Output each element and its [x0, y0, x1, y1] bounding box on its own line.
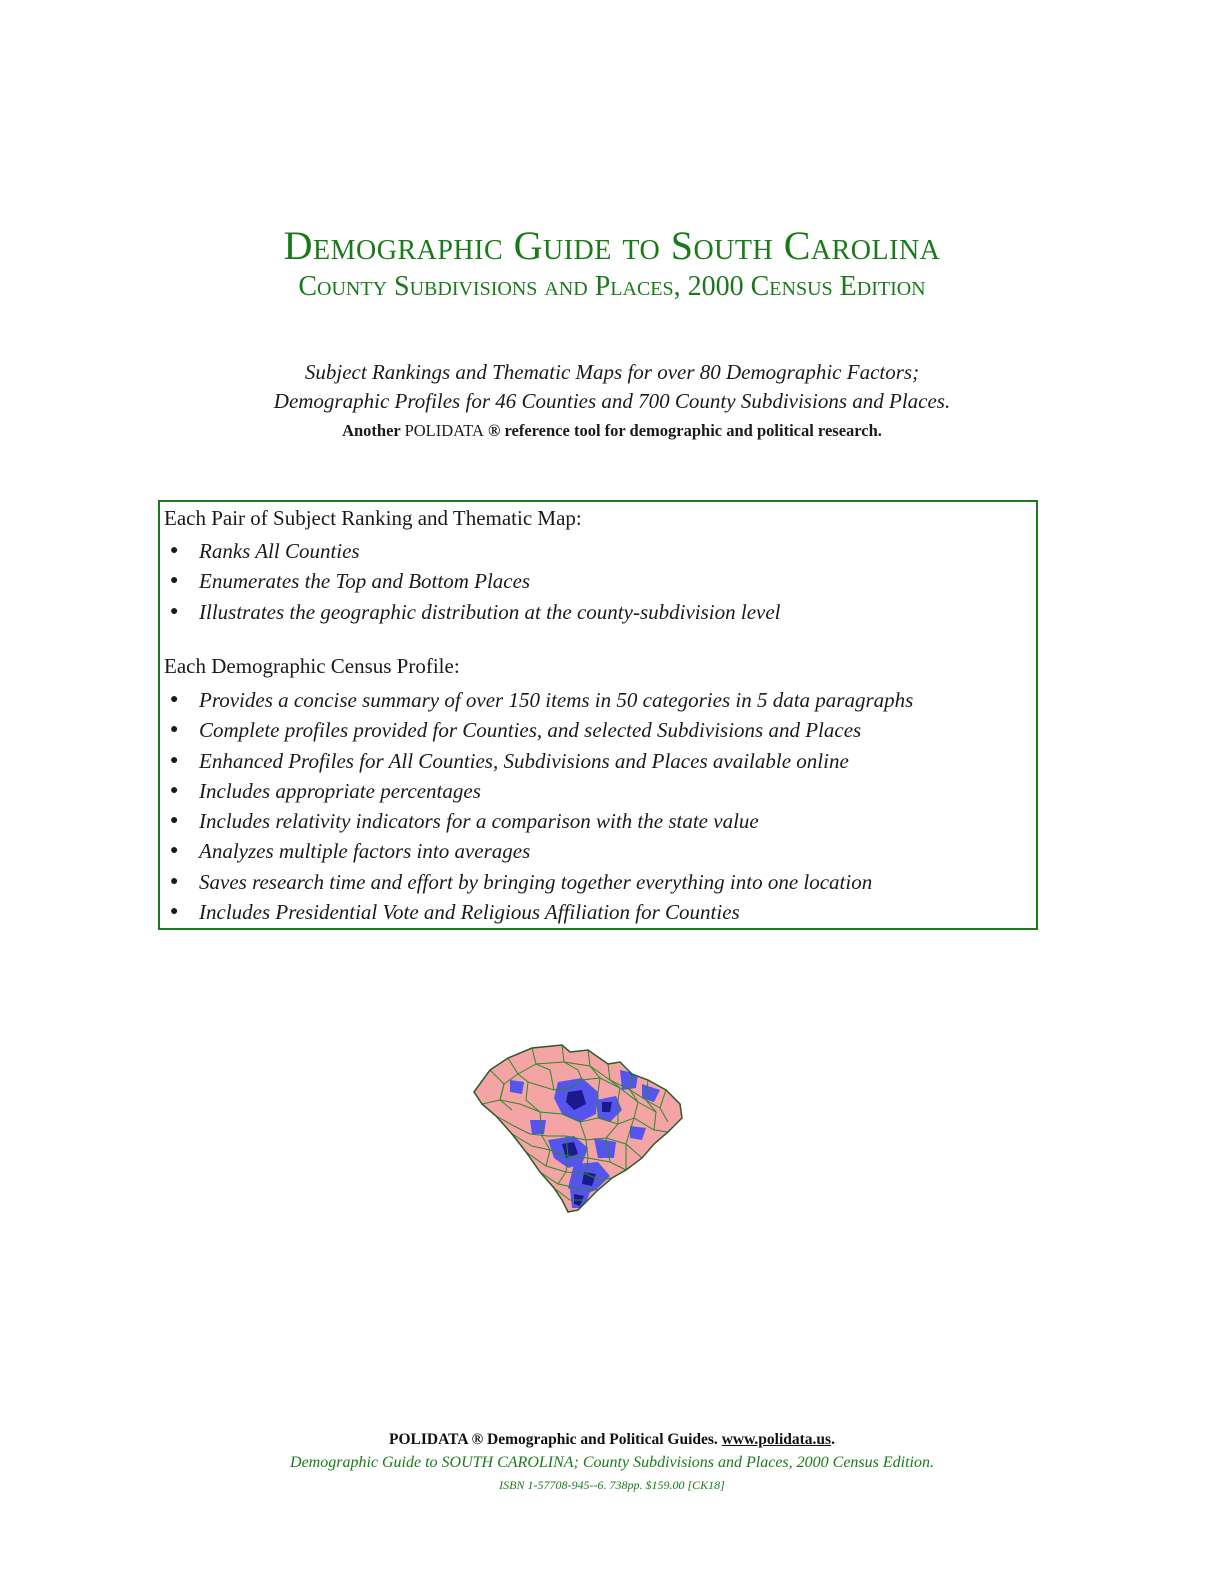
features-box — [158, 500, 1038, 930]
section2-heading: Each Demographic Census Profile: — [164, 654, 460, 678]
page-title: Demographic Guide to South Carolina — [283, 223, 941, 268]
list-item-text: Analyzes multiple factors into averages — [199, 839, 531, 864]
tagline-suffix: ® reference tool for demographic and political research. — [483, 421, 882, 440]
list-item — [160, 746, 913, 776]
list-item — [160, 776, 913, 806]
list-item — [160, 536, 781, 566]
polidata-brand: POLIDATA — [404, 421, 484, 440]
page-subtitle: County Subdivisions and Places, 2000 Census Edition — [298, 271, 926, 302]
section2-list — [160, 685, 913, 927]
footer-line-2: Demographic Guide to SOUTH CAROLINA; County Subdivisions and Places, 2000 Census Edition. — [290, 1454, 934, 1471]
list-item-text: Ranks All Counties — [199, 539, 360, 563]
tagline-line-3 — [0, 421, 1224, 441]
list-item — [160, 685, 913, 715]
tagline-line-2: Demographic Profiles for 46 Counties and 700 County Subdivisions and Places. — [273, 389, 951, 413]
list-item-text: Includes relativity indicators for a comparison with the state value — [199, 809, 759, 834]
bullet-icon: ● — [170, 752, 179, 768]
list-item-text: Provides a concise summary of over 150 items in 50 categories in 5 data paragraphs — [199, 688, 914, 712]
bullet-icon: ● — [170, 813, 179, 829]
bullet-icon: ● — [170, 782, 179, 798]
list-item-text: Enumerates the Top and Bottom Places — [199, 569, 531, 594]
footer-line-3: ISBN 1-57708-945--6. 738pp. $159.00 [CK18] — [499, 1478, 725, 1492]
list-item — [160, 897, 913, 927]
tagline-line-1: Subject Rankings and Thematic Maps for over 80 Demographic Factors; — [304, 360, 920, 384]
bullet-icon: ● — [170, 873, 179, 889]
list-item — [160, 715, 913, 745]
bullet-icon: ● — [170, 692, 179, 707]
footer-period: . — [831, 1431, 835, 1448]
bullet-icon: ● — [170, 843, 179, 859]
list-item — [160, 836, 913, 866]
section1-list — [160, 536, 781, 627]
south-carolina-map-icon — [470, 1040, 685, 1215]
list-item-text: Saves research time and effort by bringing together everything into one location — [199, 869, 873, 894]
bullet-icon: ● — [170, 573, 179, 589]
bullet-icon: ● — [170, 543, 179, 558]
footer-publisher: POLIDATA ® Demographic and Political Guides. — [389, 1431, 722, 1448]
bullet-icon: ● — [170, 904, 179, 920]
list-item — [160, 806, 913, 836]
footer-line-1 — [0, 1431, 1224, 1449]
list-item — [160, 867, 913, 897]
polidata-website-link[interactable]: www.polidata.us — [721, 1431, 832, 1448]
bullet-icon: ● — [170, 603, 179, 619]
list-item-text: Enhanced Profiles for All Counties, Subdivisions and Places available online — [199, 748, 849, 773]
list-item-text: Includes appropriate percentages — [199, 778, 481, 803]
tagline-prefix: Another — [342, 421, 405, 440]
list-item-text: Includes Presidential Vote and Religious Affiliation for Counties — [199, 900, 740, 925]
section1-heading: Each Pair of Subject Ranking and Thematic Map: — [164, 506, 582, 530]
list-item-text: Complete profiles provided for Counties, and selected Subdivisions and Places — [199, 718, 862, 743]
list-item — [160, 597, 781, 627]
bullet-icon: ● — [170, 722, 179, 738]
list-item — [160, 566, 781, 596]
list-item-text: Illustrates the geographic distribution at the county-subdivision level — [199, 599, 781, 624]
